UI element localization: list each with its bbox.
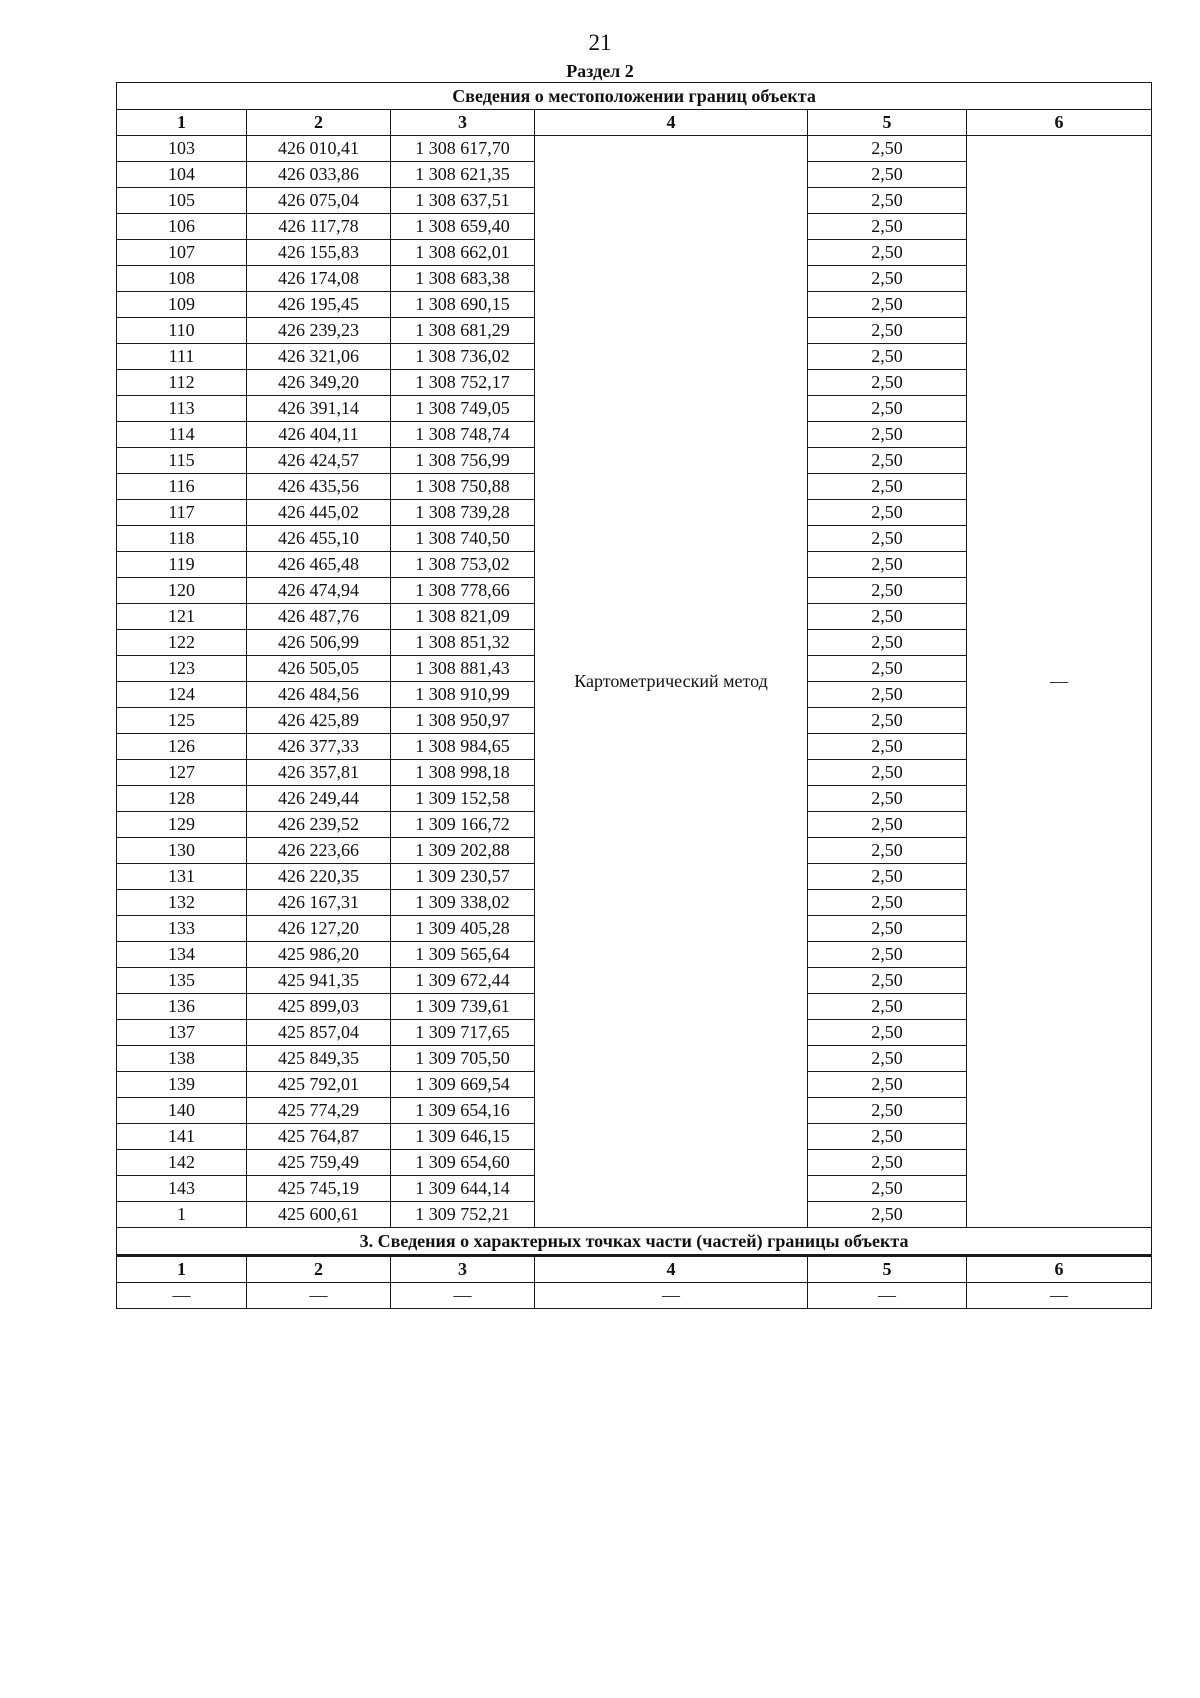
coordinate-y-cell: 1 309 230,57 — [391, 864, 535, 890]
coordinate-x-cell: 426 455,10 — [247, 526, 391, 552]
point-number-cell: 106 — [117, 214, 247, 240]
coordinate-x-cell: 426 357,81 — [247, 760, 391, 786]
point-number-cell: 115 — [117, 448, 247, 474]
coordinate-y-cell: 1 309 405,28 — [391, 916, 535, 942]
accuracy-cell: 2,50 — [808, 318, 967, 344]
column-number: 2 — [247, 110, 391, 136]
point-number-cell: 128 — [117, 786, 247, 812]
coordinate-y-cell: 1 308 881,43 — [391, 656, 535, 682]
accuracy-cell: 2,50 — [808, 1046, 967, 1072]
accuracy-cell: 2,50 — [808, 188, 967, 214]
column-number: 4 — [535, 110, 808, 136]
point-number-cell: 105 — [117, 188, 247, 214]
accuracy-cell: 2,50 — [808, 1176, 967, 1202]
coordinate-y-cell: 1 309 565,64 — [391, 942, 535, 968]
coordinate-y-cell: 1 308 756,99 — [391, 448, 535, 474]
coordinate-y-cell: 1 308 750,88 — [391, 474, 535, 500]
coordinate-y-cell: 1 308 617,70 — [391, 136, 535, 162]
coordinate-x-cell: 426 321,06 — [247, 344, 391, 370]
column-number: 5 — [808, 110, 967, 136]
coordinate-y-cell: 1 308 740,50 — [391, 526, 535, 552]
accuracy-cell: 2,50 — [808, 994, 967, 1020]
accuracy-cell: 2,50 — [808, 890, 967, 916]
point-number-cell: 107 — [117, 240, 247, 266]
accuracy-cell: 2,50 — [808, 422, 967, 448]
accuracy-cell: 2,50 — [808, 344, 967, 370]
accuracy-cell: 2,50 — [808, 578, 967, 604]
accuracy-cell: 2,50 — [808, 942, 967, 968]
point-number-cell: 127 — [117, 760, 247, 786]
accuracy-cell: 2,50 — [808, 916, 967, 942]
point-number-cell: 124 — [117, 682, 247, 708]
point-number-cell: 126 — [117, 734, 247, 760]
coordinate-y-cell: 1 308 659,40 — [391, 214, 535, 240]
point-number-cell: 137 — [117, 1020, 247, 1046]
accuracy-cell: 2,50 — [808, 214, 967, 240]
point-number-cell: 113 — [117, 396, 247, 422]
accuracy-cell: 2,50 — [808, 240, 967, 266]
point-number-cell: 122 — [117, 630, 247, 656]
coordinate-x-cell: 426 424,57 — [247, 448, 391, 474]
empty-value-cell: — — [808, 1283, 967, 1309]
point-number-cell: 134 — [117, 942, 247, 968]
column-number: 5 — [808, 1256, 967, 1283]
boundary-table-body — [117, 83, 1152, 1309]
coordinate-x-cell: 426 377,33 — [247, 734, 391, 760]
point-number-cell: 116 — [117, 474, 247, 500]
coordinate-x-cell: 426 033,86 — [247, 162, 391, 188]
column-number-row — [117, 110, 1152, 136]
accuracy-cell: 2,50 — [808, 370, 967, 396]
parts-table-title: 3. Сведения о характерных точках части (частей) границы объекта — [117, 1228, 1152, 1256]
accuracy-cell: 2,50 — [808, 812, 967, 838]
coordinate-x-cell: 425 764,87 — [247, 1124, 391, 1150]
column-number: 1 — [117, 110, 247, 136]
coordinate-x-cell: 425 857,04 — [247, 1020, 391, 1046]
parts-column-number-row — [117, 1256, 1152, 1283]
accuracy-cell: 2,50 — [808, 786, 967, 812]
accuracy-cell: 2,50 — [808, 1124, 967, 1150]
coordinate-x-cell: 425 849,35 — [247, 1046, 391, 1072]
coordinate-y-cell: 1 309 672,44 — [391, 968, 535, 994]
point-number-cell: 140 — [117, 1098, 247, 1124]
coordinate-y-cell: 1 309 654,16 — [391, 1098, 535, 1124]
coordinate-y-cell: 1 308 778,66 — [391, 578, 535, 604]
coordinate-x-cell: 426 487,76 — [247, 604, 391, 630]
coordinate-y-cell: 1 308 821,09 — [391, 604, 535, 630]
coordinate-y-cell: 1 308 910,99 — [391, 682, 535, 708]
point-number-cell: 111 — [117, 344, 247, 370]
point-number-cell: 112 — [117, 370, 247, 396]
point-number-cell: 125 — [117, 708, 247, 734]
point-number-cell: 104 — [117, 162, 247, 188]
accuracy-cell: 2,50 — [808, 266, 967, 292]
coordinate-x-cell: 426 117,78 — [247, 214, 391, 240]
point-number-cell: 117 — [117, 500, 247, 526]
accuracy-cell: 2,50 — [808, 448, 967, 474]
empty-value-cell: — — [535, 1283, 808, 1309]
coordinate-x-cell: 426 506,99 — [247, 630, 391, 656]
point-number-cell: 123 — [117, 656, 247, 682]
table-title-row — [117, 83, 1152, 110]
accuracy-cell: 2,50 — [808, 396, 967, 422]
point-number-cell: 108 — [117, 266, 247, 292]
coordinate-y-cell: 1 308 851,32 — [391, 630, 535, 656]
accuracy-cell: 2,50 — [808, 838, 967, 864]
point-number-cell: 109 — [117, 292, 247, 318]
accuracy-cell: 2,50 — [808, 1150, 967, 1176]
column-number: 6 — [967, 1256, 1152, 1283]
coordinate-x-cell: 426 435,56 — [247, 474, 391, 500]
point-number-cell: 132 — [117, 890, 247, 916]
coordinate-x-cell: 425 600,61 — [247, 1202, 391, 1228]
accuracy-cell: 2,50 — [808, 708, 967, 734]
coordinate-y-cell: 1 309 152,58 — [391, 786, 535, 812]
coordinate-y-cell: 1 309 752,21 — [391, 1202, 535, 1228]
coordinate-x-cell: 425 899,03 — [247, 994, 391, 1020]
parts-table-row — [117, 1283, 1152, 1309]
coordinate-x-cell: 426 174,08 — [247, 266, 391, 292]
column-number: 3 — [391, 110, 535, 136]
coordinate-y-cell: 1 308 637,51 — [391, 188, 535, 214]
point-number-cell: 110 — [117, 318, 247, 344]
column-number: 4 — [535, 1256, 808, 1283]
coordinate-y-cell: 1 309 338,02 — [391, 890, 535, 916]
coordinate-x-cell: 426 404,11 — [247, 422, 391, 448]
coordinate-x-cell: 426 155,83 — [247, 240, 391, 266]
column-number: 1 — [117, 1256, 247, 1283]
coordinate-y-cell: 1 308 681,29 — [391, 318, 535, 344]
coordinate-y-cell: 1 308 662,01 — [391, 240, 535, 266]
point-number-cell: 114 — [117, 422, 247, 448]
parts-title-row — [117, 1228, 1152, 1256]
coordinate-x-cell: 426 075,04 — [247, 188, 391, 214]
coordinate-y-cell: 1 308 749,05 — [391, 396, 535, 422]
coordinate-x-cell: 426 249,44 — [247, 786, 391, 812]
accuracy-cell: 2,50 — [808, 760, 967, 786]
point-number-cell: 119 — [117, 552, 247, 578]
coordinate-x-cell: 426 220,35 — [247, 864, 391, 890]
coordinate-x-cell: 426 391,14 — [247, 396, 391, 422]
point-number-cell: 118 — [117, 526, 247, 552]
coordinate-y-cell: 1 308 621,35 — [391, 162, 535, 188]
point-number-cell: 133 — [117, 916, 247, 942]
accuracy-cell: 2,50 — [808, 864, 967, 890]
accuracy-cell: 2,50 — [808, 1098, 967, 1124]
coordinate-y-cell: 1 308 683,38 — [391, 266, 535, 292]
coordinate-y-cell: 1 308 984,65 — [391, 734, 535, 760]
accuracy-cell: 2,50 — [808, 1020, 967, 1046]
coordinate-x-cell: 425 941,35 — [247, 968, 391, 994]
point-number-cell: 138 — [117, 1046, 247, 1072]
coordinate-x-cell: 425 759,49 — [247, 1150, 391, 1176]
section-title: Раздел 2 — [566, 61, 634, 81]
coordinate-x-cell: 426 484,56 — [247, 682, 391, 708]
table-title: Сведения о местоположении границ объекта — [117, 83, 1152, 110]
accuracy-cell: 2,50 — [808, 526, 967, 552]
coordinate-y-cell: 1 309 654,60 — [391, 1150, 535, 1176]
coordinate-x-cell: 426 465,48 — [247, 552, 391, 578]
coordinate-y-cell: 1 309 166,72 — [391, 812, 535, 838]
accuracy-cell: 2,50 — [808, 630, 967, 656]
coordinate-x-cell: 426 239,23 — [247, 318, 391, 344]
coordinate-y-cell: 1 308 690,15 — [391, 292, 535, 318]
coordinate-y-cell: 1 309 739,61 — [391, 994, 535, 1020]
accuracy-cell: 2,50 — [808, 656, 967, 682]
accuracy-cell: 2,50 — [808, 1072, 967, 1098]
coordinate-x-cell: 426 167,31 — [247, 890, 391, 916]
point-number-cell: 129 — [117, 812, 247, 838]
coordinate-y-cell: 1 308 748,74 — [391, 422, 535, 448]
accuracy-cell: 2,50 — [808, 500, 967, 526]
coordinate-y-cell: 1 308 739,28 — [391, 500, 535, 526]
coordinate-x-cell: 426 474,94 — [247, 578, 391, 604]
coordinate-x-cell: 426 425,89 — [247, 708, 391, 734]
coordinate-y-cell: 1 308 753,02 — [391, 552, 535, 578]
coordinate-x-cell: 426 445,02 — [247, 500, 391, 526]
point-number-cell: 136 — [117, 994, 247, 1020]
coordinate-y-cell: 1 308 950,97 — [391, 708, 535, 734]
coordinate-x-cell: 426 223,66 — [247, 838, 391, 864]
column-6-cell: — — [967, 136, 1152, 1228]
point-number-cell: 130 — [117, 838, 247, 864]
coordinate-y-cell: 1 308 998,18 — [391, 760, 535, 786]
coordinate-x-cell: 425 986,20 — [247, 942, 391, 968]
accuracy-cell: 2,50 — [808, 292, 967, 318]
point-number-cell: 131 — [117, 864, 247, 890]
accuracy-cell: 2,50 — [808, 1202, 967, 1228]
accuracy-cell: 2,50 — [808, 552, 967, 578]
coordinate-y-cell: 1 309 202,88 — [391, 838, 535, 864]
coordinate-x-cell: 426 505,05 — [247, 656, 391, 682]
point-number-cell: 141 — [117, 1124, 247, 1150]
boundary-table — [116, 82, 1152, 1309]
coordinate-y-cell: 1 309 644,14 — [391, 1176, 535, 1202]
point-number-cell: 143 — [117, 1176, 247, 1202]
column-number: 2 — [247, 1256, 391, 1283]
accuracy-cell: 2,50 — [808, 734, 967, 760]
coordinate-x-cell: 426 239,52 — [247, 812, 391, 838]
accuracy-cell: 2,50 — [808, 136, 967, 162]
coordinate-y-cell: 1 308 736,02 — [391, 344, 535, 370]
accuracy-cell: 2,50 — [808, 968, 967, 994]
accuracy-cell: 2,50 — [808, 162, 967, 188]
coordinate-x-cell: 425 792,01 — [247, 1072, 391, 1098]
point-number-cell: 103 — [117, 136, 247, 162]
column-number: 6 — [967, 110, 1152, 136]
coordinate-x-cell: 425 745,19 — [247, 1176, 391, 1202]
coordinate-y-cell: 1 309 646,15 — [391, 1124, 535, 1150]
point-number-cell: 120 — [117, 578, 247, 604]
point-number-cell: 142 — [117, 1150, 247, 1176]
accuracy-cell: 2,50 — [808, 604, 967, 630]
accuracy-cell: 2,50 — [808, 474, 967, 500]
coordinate-y-cell: 1 309 705,50 — [391, 1046, 535, 1072]
coordinate-x-cell: 426 127,20 — [247, 916, 391, 942]
coordinate-x-cell: 426 349,20 — [247, 370, 391, 396]
empty-value-cell: — — [967, 1283, 1152, 1309]
accuracy-cell: 2,50 — [808, 682, 967, 708]
method-cell: Картометрический метод — [535, 136, 808, 1228]
point-number-cell: 1 — [117, 1202, 247, 1228]
coordinate-y-cell: 1 309 717,65 — [391, 1020, 535, 1046]
page-number: 21 — [588, 30, 612, 55]
coordinate-x-cell: 426 010,41 — [247, 136, 391, 162]
coordinate-y-cell: 1 308 752,17 — [391, 370, 535, 396]
column-number: 3 — [391, 1256, 535, 1283]
empty-value-cell: — — [247, 1283, 391, 1309]
point-number-cell: 121 — [117, 604, 247, 630]
coordinate-x-cell: 425 774,29 — [247, 1098, 391, 1124]
empty-value-cell: — — [391, 1283, 535, 1309]
empty-value-cell: — — [117, 1283, 247, 1309]
coordinate-x-cell: 426 195,45 — [247, 292, 391, 318]
coordinate-y-cell: 1 309 669,54 — [391, 1072, 535, 1098]
point-number-cell: 135 — [117, 968, 247, 994]
point-number-cell: 139 — [117, 1072, 247, 1098]
table-row — [117, 136, 1152, 162]
